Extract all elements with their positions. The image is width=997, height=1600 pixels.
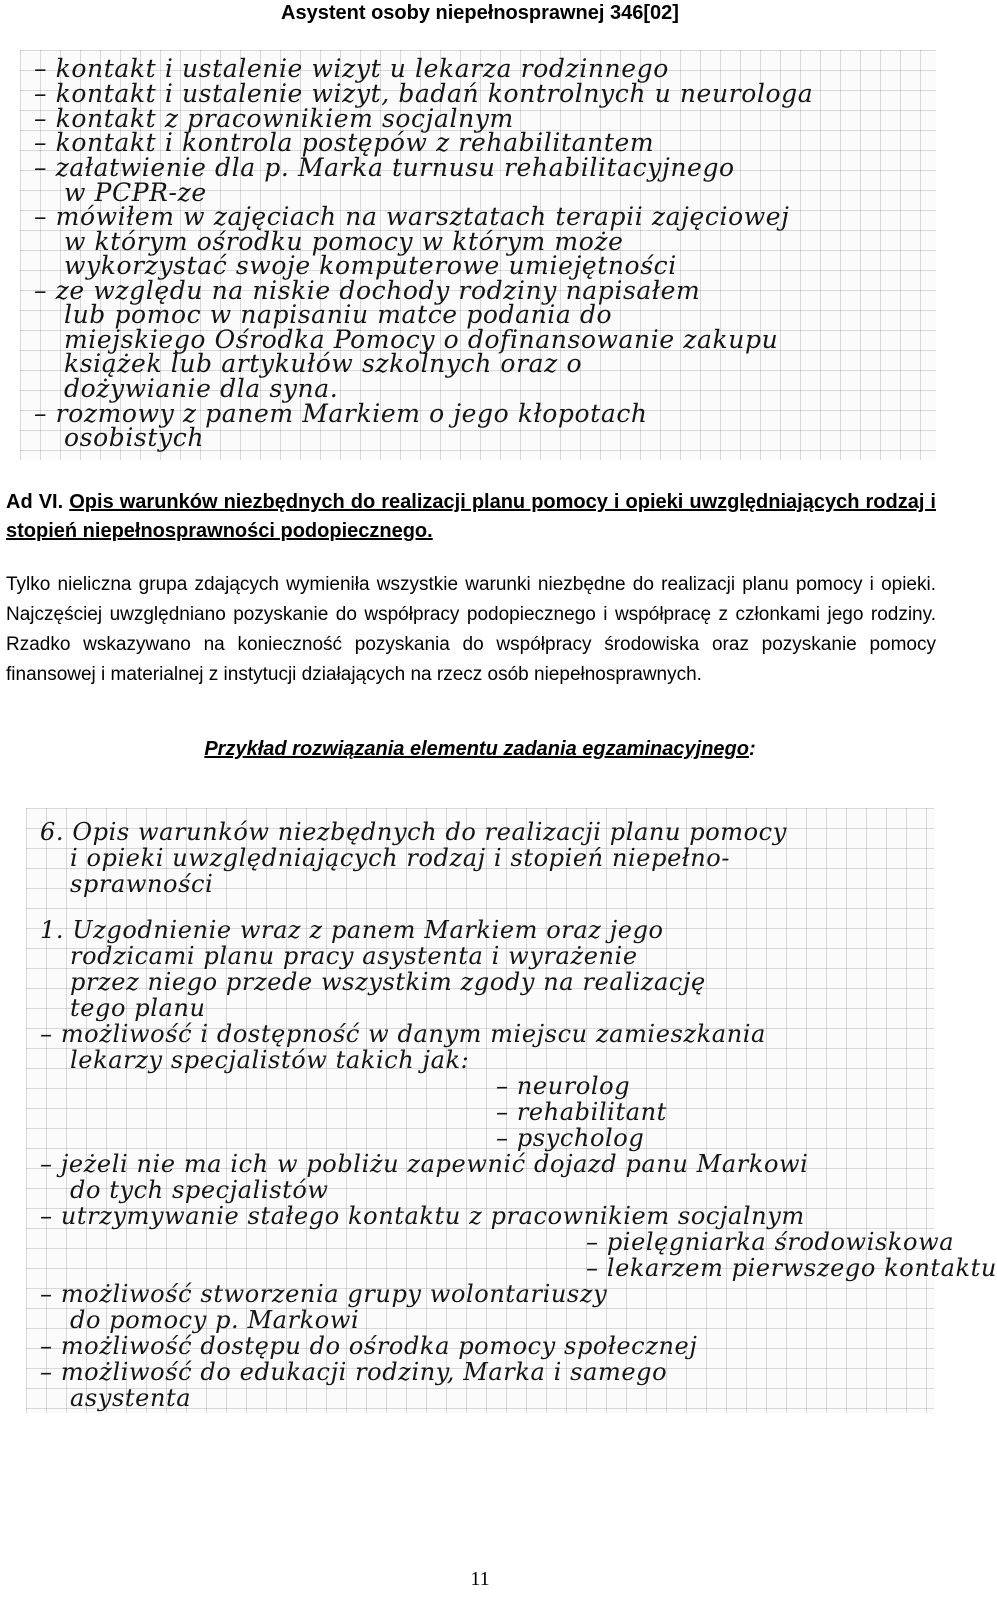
handwritten-line: – rehabilitant [496,1098,667,1126]
section-heading [6,488,936,546]
handwritten-line: do tych specjalistów [70,1176,329,1204]
handwritten-scan-top [20,50,936,460]
handwritten-line: – ze względu na niskie dochody rodziny napisałem [34,276,701,305]
handwritten-line: lub pomoc w napisaniu matce podania do [64,300,613,329]
handwritten-line: w PCPR-ze [64,178,207,207]
handwritten-line: – kontakt i ustalenie wizyt, badań kontrolnych u neurologa [34,79,814,108]
example-caption-text: Przykład rozwiązania elementu zadania egzaminacyjnego [204,738,749,760]
page-header-title: Asystent osoby niepełnosprawnej 346[02] [281,2,679,24]
handwritten-line: – możliwość do edukacji rodziny, Marka i samego [40,1358,668,1386]
section-heading-text: Opis warunków niezbędnych do realizacji planu pomocy i opieki uwzględniających rodzaj i stopień niepełnosprawności podopiecznego. [6,491,936,542]
handwritten-line: – kontakt i kontrola postępów z rehabilitantem [34,128,655,157]
handwritten-line: w którym ośrodku pomocy w którym może [64,227,624,256]
handwritten-line: – rozmowy z panem Markiem o jego kłopotach [34,399,648,428]
handwritten-line: – załatwienie dla p. Marka turnusu rehabilitacyjnego [34,153,735,182]
handwritten-line: dożywianie dla syna. [64,374,339,403]
handwritten-line: do pomocy p. Markowi [70,1306,360,1334]
handwritten-line: – neurolog [496,1072,631,1100]
handwritten-line: – możliwość stworzenia grupy wolontariuszy [40,1280,608,1308]
handwritten-line: – mówiłem w zajęciach na warsztatach terapii zajęciowej [34,202,790,231]
handwritten-line: lekarzy specjalistów takich jak: [70,1046,470,1074]
handwritten-line: przez niego przede wszystkim zgody na realizację [70,968,706,996]
section-prefix: Ad VI. [6,491,64,513]
body-paragraph: Tylko nieliczna grupa zdających wymieniła wszystkie warunki niezbędne do realizacji planu pomocy i opieki. Najczęściej uwzględniano pozyskanie do współpracy podopiecznego i współpracę z członkami jego rodziny. Rzadko wskazywano na konieczność pozyskania do współpracy środowiska oraz pozyskanie pomocy finansowej i materialnej z instytucji działających na rzecz osób niepełnosprawnych. [6,574,936,685]
handwritten-line: – lekarzem pierwszego kontaktu [586,1254,997,1282]
handwritten-line: sprawności [70,870,214,898]
handwritten-line: osobistych [64,423,205,452]
handwritten-line: – jeżeli nie ma ich w pobliżu zapewnić dojazd panu Markowi [40,1150,809,1178]
handwritten-line: 1. Uzgodnienie wraz z panem Markiem oraz jego [40,916,664,944]
handwritten-scan-bottom [26,808,997,1413]
handwritten-line: asystenta [70,1384,192,1412]
handwritten-line: wykorzystać swoje komputerowe umiejętności [64,251,677,280]
handwritten-line: – możliwość dostępu do ośrodka pomocy społecznej [40,1332,698,1360]
handwritten-line: – psycholog [496,1124,645,1152]
example-caption [0,738,960,761]
handwritten-line: rodzicami planu pracy asystenta i wyrażenie [70,942,638,970]
handwritten-line: 6. Opis warunków niezbędnych do realizacji planu pomocy [40,818,787,846]
handwritten-line: – kontakt z pracownikiem socjalnym [34,104,514,133]
handwritten-line: – pielęgniarka środowiskowa [586,1228,955,1256]
handwritten-line: – kontakt i ustalenie wizyt u lekarza rodzinnego [34,54,669,83]
handwritten-line: – możliwość i dostępność w danym miejscu zamieszkania [40,1020,766,1048]
handwritten-line: i opieki uwzględniających rodzaj i stopień niepełno- [70,844,731,872]
handwritten-line: tego planu [70,994,206,1022]
example-caption-suffix: : [748,738,756,760]
handwritten-line: książek lub artykułów szkolnych oraz o [64,349,583,378]
page-number: 11 [470,1568,490,1590]
handwritten-line: miejskiego Ośrodka Pomocy o dofinansowanie zakupu [64,325,779,354]
handwritten-line: – utrzymywanie stałego kontaktu z pracownikiem socjalnym [40,1202,805,1230]
